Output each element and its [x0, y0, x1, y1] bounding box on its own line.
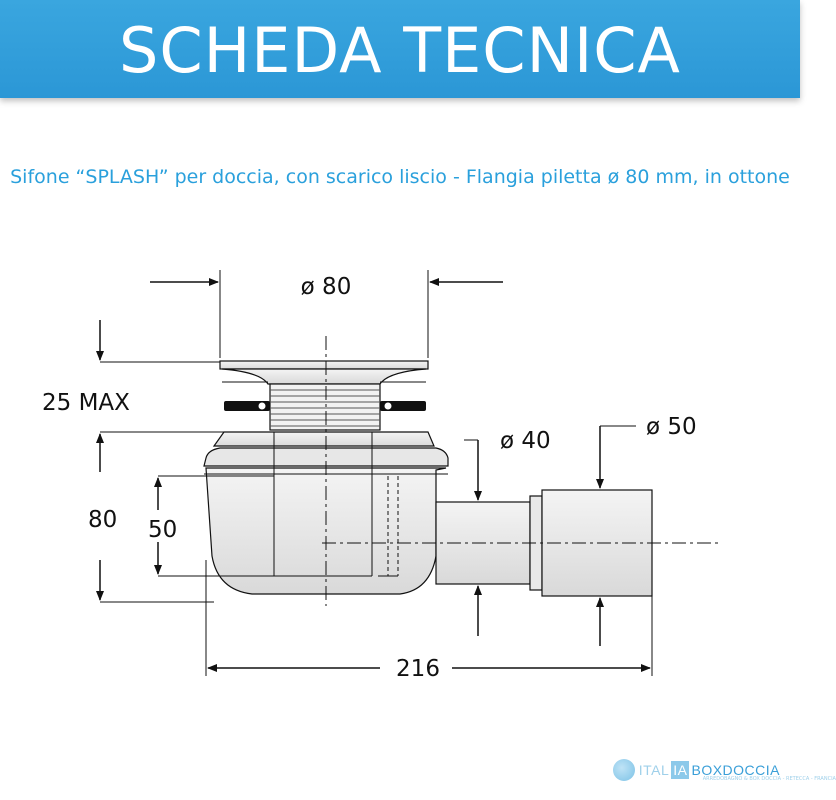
label-max-thickness: 25 MAX	[42, 390, 130, 416]
logo-tagline: ARREDOBAGNO & BOX DOCCIA - RETECCA - FRANCIA	[702, 776, 836, 782]
logo-text-ia: IA	[673, 762, 688, 778]
label-body-height: 80	[88, 507, 118, 533]
label-water-seal: 50	[148, 517, 178, 543]
label-connector-diameter: ø 50	[646, 414, 697, 440]
outlet-pipe	[436, 490, 652, 596]
brand-logo	[613, 754, 836, 786]
product-subtitle: Sifone “SPLASH” per doccia, con scarico liscio - Flangia piletta ø 80 mm, in ottone	[10, 166, 790, 188]
label-outlet-diameter: ø 40	[500, 428, 551, 454]
water-drop-icon	[613, 759, 635, 781]
logo-text-boxdoccia: BOXDOCCIA	[691, 762, 780, 778]
dim-max-thickness	[42, 320, 220, 416]
page-title: SCHEDA TECNICA	[119, 14, 681, 87]
label-total-length: 216	[396, 656, 440, 682]
label-flange-diameter: ø 80	[300, 274, 352, 300]
logo-text-ital: ITAL	[638, 762, 670, 778]
flange-grate	[220, 361, 428, 430]
